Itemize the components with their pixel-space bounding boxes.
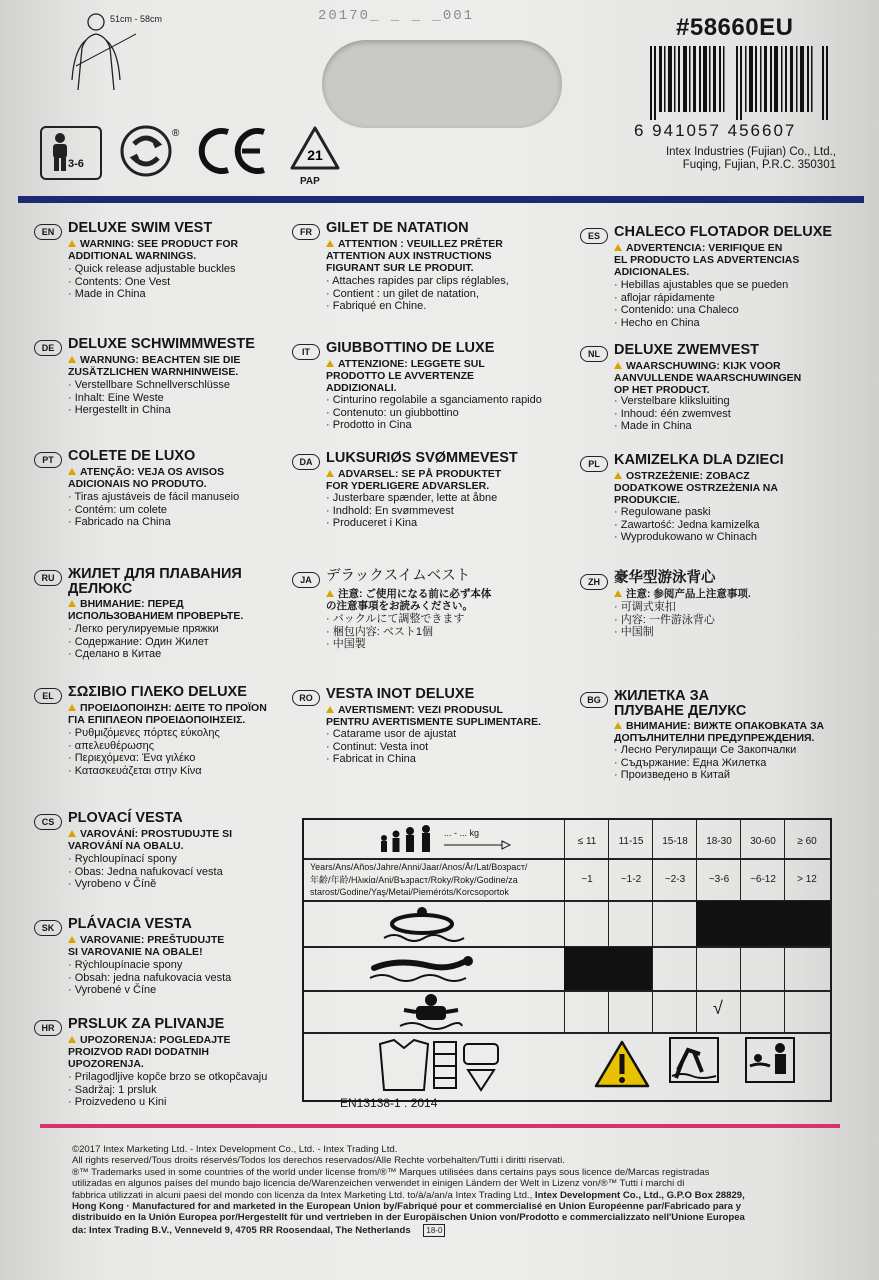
product-title: 豪华型游泳背心	[614, 570, 716, 586]
supervision-icon	[744, 1036, 796, 1084]
warning-text: WAARSCHUWING: KIJK VOOR AANVULLENDE WAARSCHUWINGEN OP HET PRODUCT.	[614, 360, 802, 396]
list-item: · Fabricado na China	[68, 516, 239, 529]
list-item: · Contents: One Vest	[68, 276, 236, 289]
legal-line: All rights reserved/Tous droits réservés/Todos los derechos reservados/Alle Rechte vorbehalten/Tutti i diritti riservati.	[72, 1155, 565, 1167]
product-title: COLETE DE LUXO	[68, 448, 196, 464]
lang-code: PT	[34, 452, 62, 468]
warning-text: ВНИМАНИЕ: ПЕРЕД ИСПОЛЬЗОВАНИЕМ ПРОВЕРЬТЕ.	[68, 598, 244, 622]
green-dot-icon	[120, 124, 184, 178]
feature-list	[68, 959, 231, 997]
lang-code: ES	[580, 228, 608, 244]
list-item: · Verstellbare Schnellverschlüsse	[68, 379, 230, 392]
divider-blue	[18, 196, 864, 203]
warning-text: WARNUNG: BEACHTEN SIE DIE ZUSÄTZLICHEN WARNHINWEISE.	[68, 354, 241, 378]
warning-triangle-icon	[592, 1038, 652, 1090]
lang-code: RU	[34, 570, 62, 586]
age-cell: ~3-6	[708, 874, 730, 885]
list-item: · 内容: 一件游泳背心	[614, 614, 715, 627]
warning-text: ADVARSEL: SE PÅ PRODUKTET FOR YDERLIGERE ADVARSLER.	[326, 468, 502, 492]
weight-cell: 11-15	[618, 836, 644, 847]
lang-code: FR	[292, 224, 320, 240]
product-title: ЖИЛЕТ ДЛЯ ПЛАВАНИЯ ДЕЛЮКС	[68, 566, 242, 597]
family-weight-icon	[378, 824, 440, 856]
weight-cell: 15-18	[662, 836, 688, 847]
product-title: VESTA INOT DELUXE	[326, 686, 475, 702]
age-cell: ~2-3	[664, 874, 686, 885]
product-title: DELUXE SWIM VEST	[68, 220, 213, 236]
warning-text: ΠΡΟΕΙΔΟΠΟΙΗΣΗ: ΔΕΙΤΕ ΤΟ ΠΡΟΪΟΝ ΓΙΑ ΕΠΙΠΛΕΟΝ ΠΡΟΕΙΔΟΠΟΙΗΣΕΙΣ.	[68, 702, 267, 726]
feature-list	[326, 275, 509, 313]
feature-list	[614, 395, 731, 433]
svg-text:®: ®	[172, 128, 180, 139]
lang-code: SK	[34, 920, 62, 936]
legal-fragment: Intex Development Co., Ltd., G.P.O Box 28829,	[534, 1189, 745, 1201]
warning-text: 注意: ご使用になる前に必ず本体 の注意事項をお読みください。	[326, 588, 492, 612]
list-item: · Rychloupínací spony	[68, 853, 223, 866]
list-item: · Fabricat in China	[326, 753, 456, 766]
lang-code: JA	[292, 572, 320, 588]
list-item: · Inhalt: Eine Weste	[68, 392, 230, 405]
standard-label: EN13138-1 : 2014	[340, 1096, 438, 1110]
chest-size: 51cm - 58cm	[110, 14, 163, 24]
list-item: · Sadržaj: 1 prsluk	[68, 1084, 267, 1097]
weight-cell: ≤ 11	[577, 836, 597, 847]
list-item: · Hebillas ajustables que se pueden	[614, 279, 788, 292]
list-item: · Contenuto: un giubbottino	[326, 407, 542, 420]
manufacturer-line: Fuqing, Fujian, P.R.C. 350301	[682, 159, 836, 171]
list-item: · 中国製	[326, 638, 464, 651]
warning-text: VAROVÁNÍ: PROSTUDUJTE SI VAROVÁNÍ NA OBALU.	[68, 828, 233, 852]
warning-text: 注意: 参阅产品上注意事项.	[626, 588, 751, 600]
list-item: · Indhold: En svømmevest	[326, 505, 497, 518]
age-cell: ~1	[581, 874, 593, 885]
list-item: · Quick release adjustable buckles	[68, 263, 236, 276]
list-item: · Prodotto in Cina	[326, 419, 542, 432]
table-col	[564, 820, 609, 1032]
feature-list	[68, 379, 230, 417]
warning-text: AVERTISMENT: VEZI PRODUSUL PENTRU AVERTISMENTE SUPLIMENTARE.	[326, 704, 542, 728]
lang-code: NL	[580, 346, 608, 362]
child-age-icon	[40, 126, 102, 180]
legal-line: Hong Kong · Manufactured for and marketed in the European Union by/Fabriqué pour et commercialisé en Union Européenne par/Fabricado para y	[72, 1201, 741, 1213]
list-item: · 可调式束扣	[614, 601, 715, 614]
legal-line: utilizadas en algunos países del mundo bajo licencia de/Warenzeichen verwendet in einigen Ländern der Welt in Lizenz von/®™ Tutti i marchi di	[72, 1178, 685, 1190]
list-item: · Hergestellt in China	[68, 404, 230, 417]
swim-ring-icon	[380, 906, 470, 942]
feature-list	[614, 744, 796, 782]
list-item: · Hecho en China	[614, 317, 788, 330]
warning-text: ATENÇÃO: VEJA OS AVISOS ADICIONAIS NO PRODUTO.	[68, 466, 225, 490]
feature-list	[326, 492, 497, 530]
vest-product-icon	[374, 1034, 504, 1096]
feature-list	[68, 1071, 267, 1109]
weight-cell: 30-60	[750, 836, 776, 847]
product-title: KAMIZELKA DLA DZIECI	[614, 452, 784, 468]
list-item: · バックルにて調整できます	[326, 613, 464, 626]
arrow-icon	[442, 840, 512, 850]
list-item: · aflojar rápidamente	[614, 292, 788, 305]
lang-code: EL	[34, 688, 62, 704]
product-title: デラックスイムベスト	[326, 568, 471, 584]
hang-hole	[322, 40, 562, 128]
list-item: · Proizvedeno u Kini	[68, 1096, 267, 1109]
divider-pink	[40, 1124, 840, 1128]
warning-text: ADVERTENCIA: VERIFIQUE EN EL PRODUCTO LAS ADVERTENCIAS ADICIONALES.	[614, 242, 800, 278]
list-item: · Съдържание: Една Жилетка	[614, 757, 796, 770]
product-title: PRSLUK ZA PLIVANJE	[68, 1016, 225, 1032]
warning-text: VAROVANIE: PREŠTUDUJTE SI VAROVANIE NA OBALE!	[68, 934, 225, 958]
recycle-pap-icon	[286, 124, 344, 176]
warning-text: UPOZORENJA: POGLEDAJTE PROIZVOD RADI DODATNIH UPOZORENJA.	[68, 1034, 231, 1070]
list-item: · Catarame usor de ajustat	[326, 728, 456, 741]
list-item: · Made in China	[614, 420, 731, 433]
list-item: · Tiras ajustáveis de fácil manuseio	[68, 491, 239, 504]
legal-fragment: da: Intex Trading B.V., Venneveld 9, 4705 RR Roosendaal, The Netherlands	[72, 1224, 411, 1236]
list-item: · 梱包内容: ベスト1個	[326, 626, 464, 639]
list-item: · Obsah: jedna nafukovacia vesta	[68, 972, 231, 985]
list-item: · Made in China	[68, 288, 236, 301]
age-cell: ~1-2	[620, 874, 642, 885]
list-item: · Wyprodukowano w Chinach	[614, 531, 760, 544]
list-item: · Rýchloupínacie spony	[68, 959, 231, 972]
ean-number: 6 941057 456607	[634, 121, 797, 140]
legal-line: distribuido en la Unión Europea por/Hergestellt für und vertrieben in der Europäischen Union von/Prodotto e commercializzato nell'Unione Europea	[72, 1212, 745, 1224]
lang-code: RO	[292, 690, 320, 706]
list-item: · Произведено в Китай	[614, 769, 796, 782]
weight-cell: 18-30	[706, 836, 732, 847]
lang-code: HR	[34, 1020, 62, 1036]
list-item: · Obas: Jedna nafukovací vesta	[68, 866, 223, 879]
revision-code: 18-0	[423, 1224, 445, 1237]
list-item: · Produceret i Kina	[326, 517, 497, 530]
list-item: · απελευθέρωσης	[68, 740, 220, 753]
feature-list	[614, 601, 715, 639]
product-title: DELUXE ZWEMVEST	[614, 342, 760, 358]
age-cell: > 12	[797, 874, 817, 885]
product-title: PLÁVACIA VESTA	[68, 916, 192, 932]
product-title: ΣΩΣΙΒΙΟ ΓΙΛΕΚΟ DELUXE	[68, 684, 247, 700]
range-bar-swim	[564, 947, 652, 990]
batch-code: 20170_ _ _ _001	[318, 8, 475, 24]
feature-list	[68, 623, 219, 661]
table-col	[608, 820, 653, 1032]
product-title: PLOVACÍ VESTA	[68, 810, 183, 826]
table-col	[652, 820, 697, 1032]
barcode	[650, 46, 830, 120]
manufacturer-line: Intex Industries (Fujian) Co., Ltd.,	[665, 146, 836, 158]
legal-line: ©2017 Intex Marketing Ltd. - Intex Development Co., Ltd. - Intex Trading Ltd.	[72, 1144, 398, 1155]
list-item: · Fabriqué en Chine.	[326, 300, 509, 313]
lang-code: PL	[580, 456, 608, 472]
feature-list	[614, 506, 760, 544]
legal-line	[72, 1224, 842, 1237]
legal-line: ®™ Trademarks used in some countries of the world under license from/®™ Marques utilisées dans certains pays sous licence de/Marcas registradas	[72, 1166, 710, 1178]
warning-text: ATTENZIONE: LEGGETE SUL PRODOTTO LE AVVERTENZE ADDIZIONALI.	[326, 358, 485, 394]
range-bar-ring	[696, 901, 830, 946]
product-title: CHALECO FLOTADOR DELUXE	[614, 224, 833, 240]
sku-number: #58660EU	[676, 14, 794, 41]
weight-cell: ≥ 60	[797, 836, 817, 847]
legal-fragment: fabbrica utilizzati in alcuni paesi del mondo con licenza da Intex Marketing Ltd. to/à/a/an/a Intex Trading Ltd.,	[72, 1189, 535, 1201]
warning-text: ATTENTION : VEUILLEZ PRÊTER ATTENTION AUX INSTRUCTIONS FIGURANT SUR LE PRODUIT.	[326, 238, 503, 274]
product-title: LUKSURIØS SVØMMEVEST	[326, 450, 518, 466]
swimmer-icon	[368, 952, 478, 984]
list-item: · Περιεχόμενα: Ένα γιλέκο	[68, 752, 220, 765]
list-item: · Contenido: una Chaleco	[614, 304, 788, 317]
age-label: Years/Ans/Años/Jahre/Anni/Jaar/Anos/År/Lat/Возраст/ 年齢/年龄/Ηλικία/Ani/Възраст/Roky/Roky/Godine/za starost/Godine/Yaş/Metai/Pieméróts/Korcsoportok	[310, 862, 528, 897]
age-range: 3-6	[68, 158, 84, 170]
list-item: · Attaches rapides par clips réglables,	[326, 275, 509, 288]
list-item: · Regulowane paski	[614, 506, 760, 519]
feature-list	[326, 728, 456, 766]
lang-code: IT	[292, 344, 320, 360]
product-title: GIUBBOTTINO DE LUXE	[326, 340, 495, 356]
lang-code: DA	[292, 454, 320, 470]
list-item: · Vyrobené v Číne	[68, 984, 231, 997]
child-vest-icon	[396, 992, 466, 1030]
lang-code: ZH	[580, 574, 608, 590]
list-item: · Легко регулируемые пряжки	[68, 623, 219, 636]
list-item: · Сделано в Китае	[68, 648, 219, 661]
list-item: · Contient : un gilet de natation,	[326, 288, 509, 301]
lang-code: BG	[580, 692, 608, 708]
feature-list	[326, 613, 464, 651]
product-title: ЖИЛЕТКА ЗА ПЛУВАНЕ ДЕЛУКС	[614, 688, 747, 719]
list-item: · 中国制	[614, 626, 715, 639]
recycle-number: 21	[307, 147, 323, 163]
feature-list	[68, 853, 223, 891]
recycle-label: PAP	[300, 176, 320, 187]
weight-label: ... - ... kg	[444, 828, 480, 838]
warning-text: OSTRZEŻENIE: ZOBACZ DODATKOWE OSTRZEŻENIA NA PRODUKCIE.	[614, 470, 778, 506]
lang-code: CS	[34, 814, 62, 830]
list-item: · Justerbare spænder, lette at åbne	[326, 492, 497, 505]
product-title: DELUXE SCHWIMMWESTE	[68, 336, 255, 352]
list-item: · Continut: Vesta inot	[326, 741, 456, 754]
lang-code: EN	[34, 224, 62, 240]
warning-text: ВНИМАНИЕ: ВИЖТЕ ОПАКОВКАТА ЗА ДОПЪЛНИТЕЛНИ ПРЕДУПРЕЖДЕНИЯ.	[614, 720, 825, 744]
feature-list	[68, 727, 220, 777]
list-item: · Содержание: Один Жилет	[68, 636, 219, 649]
manufacturer-address	[626, 146, 836, 172]
check-mark: √	[713, 998, 723, 1018]
no-diving-icon	[668, 1036, 720, 1084]
ce-mark-icon	[198, 128, 270, 174]
product-title: GILET DE NATATION	[326, 220, 469, 236]
feature-list	[68, 263, 236, 301]
usage-table	[302, 818, 832, 1102]
warning-text: WARNING: SEE PRODUCT FOR ADDITIONAL WARNINGS.	[68, 238, 239, 262]
feature-list	[326, 394, 542, 432]
feature-list	[68, 491, 239, 529]
list-item: · Verstelbare kliksluiting	[614, 395, 731, 408]
list-item: · Inhoud: één zwemvest	[614, 408, 731, 421]
lang-code: DE	[34, 340, 62, 356]
legal-line	[72, 1190, 842, 1201]
list-item: · Zawartość: Jedna kamizelka	[614, 519, 760, 532]
feature-list	[614, 279, 788, 329]
list-item: · Лесно Регулиращи Се Закопчалки	[614, 744, 796, 757]
list-item: · Cinturino regolabile a sganciamento rapido	[326, 394, 542, 407]
list-item: · Κατασκευάζεται στην Κίνα	[68, 765, 220, 778]
list-item: · Ρυθμιζόμενες πόρτες εύκολης	[68, 727, 220, 740]
list-item: · Vyrobeno v Číně	[68, 878, 223, 891]
legal-text	[72, 1144, 842, 1237]
age-cell: ~6-12	[750, 874, 776, 885]
list-item: · Prilagodljive kopče brzo se otkopčavaju	[68, 1071, 267, 1084]
list-item: · Contém: um colete	[68, 504, 239, 517]
